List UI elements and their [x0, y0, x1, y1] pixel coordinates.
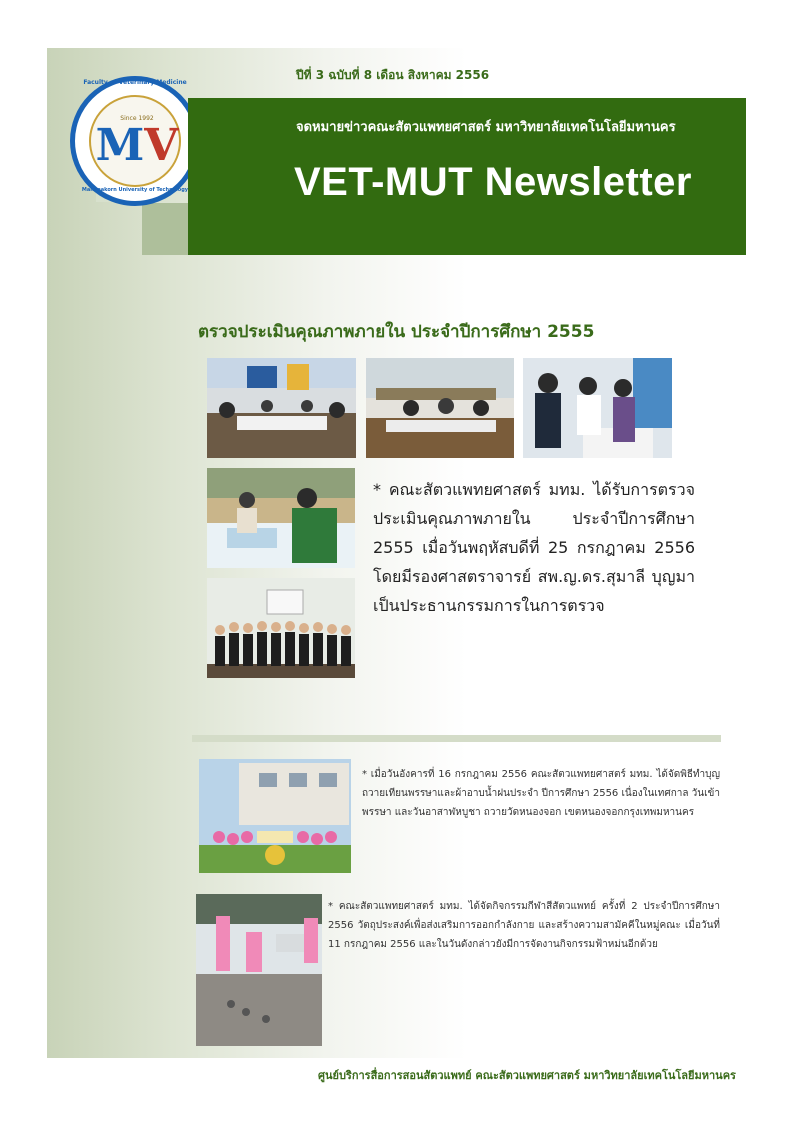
- faculty-logo: [70, 76, 200, 206]
- photo-group: [207, 578, 355, 678]
- section1-paragraph: * คณะสัตวแพทยศาสตร์ มทม. ได้รับการตรวจประเมินคุณภาพภายใน ประจำปีการศึกษา 2555 เมื่อวันพฤหัสบดีที่ 25 กรกฎาคม 2556 โดยมีรองศาสตราจารย์ สพ.ญ.ดร.สุมาลี บุญมา เป็นประธานกรรมการในการตรวจ: [373, 480, 695, 615]
- decor-square: [142, 203, 188, 255]
- logo-emblem: [89, 95, 181, 187]
- photo-meeting-room: [207, 358, 356, 458]
- photo-lab-visit: [523, 358, 672, 458]
- section2-paragraph: * เมื่อวันอังคารที่ 16 กรกฎาคม 2556 คณะสัตวแพทยศาสตร์ มทม. ได้จัดพิธีทำบุญถวายเทียนพรรษาและผ้าอาบน้ำฝนประจำ ปีการศึกษา 2556 เนื่องในเทศกาล วันเข้าพรรษา และวันอาสาฬหบูชา ถวายวัดหนองจอก เขตหนองจอกกรุงเทพมหานคร: [362, 769, 720, 818]
- section-title: ตรวจประเมินคุณภาพภายใน ประจำปีการศึกษา 2555: [198, 322, 595, 342]
- logo-top-text: Faculty of Veterinary Medicine: [83, 79, 187, 86]
- photo-document-review: [207, 468, 355, 568]
- newsletter-subtitle: จดหมายข่าวคณะสัตวแพทยศาสตร์ มหาวิทยาลัยเทคโนโลยีมหานคร: [296, 120, 676, 135]
- logo-bottom-text: Mahanakorn University of Technology: [81, 187, 189, 193]
- issue-line: ปีที่ 3 ฉบับที่ 8 เดือน สิงหาคม 2556: [296, 68, 490, 82]
- photo-committee-table: [366, 358, 514, 458]
- photo-merit-ceremony: [199, 759, 351, 873]
- section3-paragraph: * คณะสัตวแพทยศาสตร์ มทม. ได้จัดกิจกรรมกีฬาสีสัตวแพทย์ ครั้งที่ 2 ประจำปีการศึกษา 2556 วัตถุประสงค์เพื่อส่งเสริมการออกกำลังกาย และสร้างความสามัคคีในหมู่คณะ เมื่อวันที่ 11 กรกฎาคม 2556 และในวันดังกล่าวยังมีการจัดงานกิจกรรมฟ้าหม่นอีกด้วย: [328, 901, 720, 950]
- logo-since-text: Since 1992: [120, 115, 154, 122]
- logo-mv-mark: MV: [95, 120, 179, 171]
- footer-text: ศูนย์บริการสื่อการสอนสัตวแพทย์ คณะสัตวแพทยศาสตร์ มหาวิทยาลัยเทคโนโลยีมหานคร: [318, 1069, 736, 1082]
- newsletter-title: VET-MUT Newsletter: [294, 160, 692, 204]
- section-divider: [192, 735, 721, 742]
- photo-petanque: [196, 894, 322, 1046]
